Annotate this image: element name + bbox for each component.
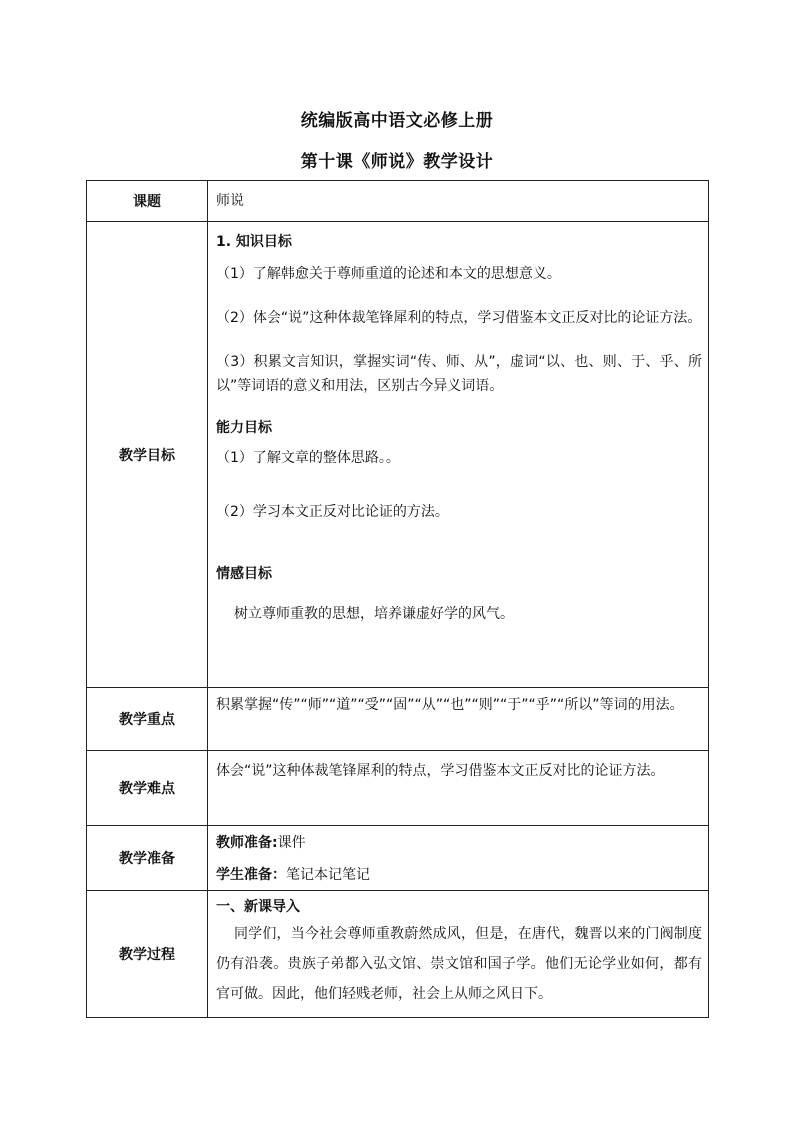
teacher-prep	[216, 831, 702, 855]
difficulties-cell	[208, 751, 709, 826]
process-text: 同学们，当今社会尊师重教蔚然成风，但是，在唐代，魏晋以来的门阀制度仍有沿袭。贵族子弟都入弘文馆、崇文馆和国子学。他们无论学业如何，都有官可做。因此，他们轻贱老师，社会上从师之风日下。	[216, 926, 702, 1002]
preparation-label: 教学准备	[87, 826, 208, 891]
goals-label: 教学目标	[87, 222, 208, 688]
teacher-prep-value: 课件	[277, 835, 306, 851]
emotion-text: 树立尊师重教的思想，培养谦虚好学的风气。	[234, 606, 514, 622]
knowledge-item-1: （1）了解韩愈关于尊师重道的论述和本文的思想意义。	[216, 266, 561, 282]
table-row-goals	[87, 222, 709, 688]
key-points-text: 积累掌握“传”“师”“道”“受”“固”“从”“也”“则”“于”“乎”“所以”等词的用法。	[216, 697, 684, 713]
lesson-plan-table	[86, 180, 709, 1018]
emotion-heading: 情感目标	[216, 566, 272, 582]
preparation-cell	[208, 826, 709, 891]
table-row-key-points	[87, 688, 709, 751]
student-prep	[216, 863, 702, 887]
lesson-title: 第十课《师说》教学设计	[300, 152, 494, 172]
student-prep-value: 笔记本记笔记	[286, 867, 370, 883]
topic-cell	[208, 181, 709, 222]
process-cell	[208, 891, 709, 1018]
knowledge-heading: 1. 知识目标	[216, 234, 292, 250]
difficulties-text: 体会“说”这种体裁笔锋犀利的特点，学习借鉴本文正反对比的论证方法。	[216, 763, 665, 779]
table-row-preparation	[87, 826, 709, 891]
goals-cell	[208, 222, 709, 688]
document-title: 统编版高中语文必修上册	[300, 111, 494, 131]
knowledge-item-3: （3）积累文言知识，掌握实词“传、师、从”，虚词“以、也、则、于、乎、所以”等词语的意义和用法，区别古今异义词语。	[216, 354, 702, 394]
student-prep-label: 学生准备：	[216, 867, 286, 883]
difficulties-label: 教学难点	[87, 751, 208, 826]
topic-label: 课题	[87, 181, 208, 222]
topic-value: 师说	[216, 193, 244, 209]
key-points-label: 教学重点	[87, 688, 208, 751]
key-points-cell	[208, 688, 709, 751]
table-row-topic	[87, 181, 709, 222]
ability-heading: 能力目标	[216, 420, 272, 436]
table-row-difficulties	[87, 751, 709, 826]
process-label: 教学过程	[87, 891, 208, 1018]
knowledge-item-2: （2）体会“说”这种体裁笔锋犀利的特点，学习借鉴本文正反对比的论证方法。	[216, 310, 702, 326]
process-heading: 一、新课导入	[216, 899, 300, 915]
ability-item-1: （1）了解文章的整体思路。。	[216, 450, 400, 466]
table-row-process	[87, 891, 709, 1018]
teacher-prep-label: 教师准备:	[216, 835, 278, 851]
ability-item-2: （2）学习本文正反对比论证的方法。	[216, 504, 449, 520]
